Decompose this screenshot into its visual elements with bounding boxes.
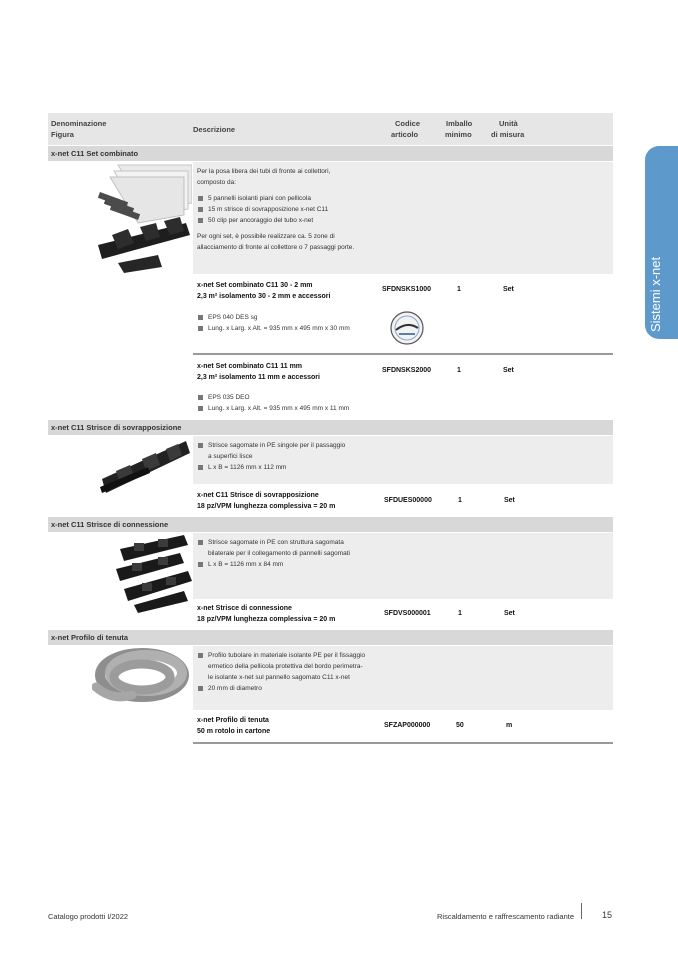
product-name: x-net Profilo di tenuta 50 m rotolo in cartone bbox=[197, 717, 271, 735]
set-combinato-image bbox=[88, 163, 192, 275]
section-side-tab bbox=[645, 146, 678, 339]
product-name: x-net Strisce di connessione 18 pz/VPM lunghezza complessiva = 20 m bbox=[197, 605, 336, 623]
side-tab-label: Sistemi x-net bbox=[648, 256, 663, 332]
footer-divider bbox=[581, 903, 582, 919]
product-qty: 1 bbox=[458, 610, 462, 617]
bullet-item: Lung. x Larg. x Alt. = 935 mm x 495 mm x 30 mm bbox=[197, 323, 397, 334]
header-denominazione: Denominazione bbox=[51, 119, 107, 128]
section-header-strisce-sovrapposizione bbox=[48, 420, 613, 435]
strisce-connessione-image bbox=[114, 535, 194, 613]
section-header-strisce-connessione bbox=[48, 517, 613, 532]
product-specs bbox=[197, 392, 417, 414]
product-code: SFDUES00000 bbox=[384, 497, 432, 504]
product-qty: 1 bbox=[457, 286, 461, 293]
section-bullets: Strisce sagomate in PE con struttura sagomata bilaterale per il collegamento di pannelli sagomati L x B = 1126 mm x 84 mm bbox=[197, 537, 457, 570]
page-number: 15 bbox=[602, 910, 613, 920]
product-code: SFDVS000001 bbox=[384, 610, 431, 617]
product-name: x-net Set combinato C11 30 - 2 mm 2,3 m² isolamento 30 - 2 mm e accessori bbox=[197, 282, 331, 300]
product-qty: 50 bbox=[456, 722, 464, 729]
product-qty: 1 bbox=[458, 497, 462, 504]
footer-chapter: Riscaldamento e raffrescamento radiante bbox=[437, 912, 575, 921]
product-unit: Set bbox=[504, 610, 515, 617]
bullet-item: EPS 040 DES sg bbox=[197, 312, 397, 323]
header-unita: Unità bbox=[499, 119, 518, 128]
product-unit: m bbox=[506, 722, 513, 729]
product-code: SFZAP000000 bbox=[384, 722, 431, 729]
product-specs bbox=[197, 312, 397, 334]
bullet-item: Profilo tubolare in materiale isolante PE per il fissaggio bbox=[197, 650, 457, 661]
bullet-item: L x B = 1126 mm x 112 mm bbox=[197, 462, 457, 473]
bullet-item: 5 pannelli isolanti piani con pellicola bbox=[197, 193, 457, 204]
set-combinato-intro: Per la posa libera dei tubi di fronte ai collettori, composto da: 5 pannelli isolanti piani con pellicola 15 m strisce di sovrapposizione x-net C11 50 clip per ancoraggio del tubo x-net Per ogni set, è possibile realizzare ca. 5 zone di allacciamento di fronte al collettore o 7 passaggi porte. bbox=[197, 166, 457, 253]
product-unit: Set bbox=[503, 367, 514, 374]
divider bbox=[193, 353, 613, 355]
bullet-item: Strisce sagomate in PE singole per il passaggio bbox=[197, 440, 457, 451]
profilo-tenuta-image bbox=[92, 645, 192, 707]
header-di-misura: di misura bbox=[491, 130, 525, 139]
product-code: SFDNSKS1000 bbox=[382, 286, 432, 293]
header-imballo: Imballo bbox=[446, 119, 473, 128]
header-codice: Codice bbox=[395, 119, 421, 128]
footer-catalog: Catalogo prodotti I/2022 bbox=[48, 912, 129, 921]
bullet-item: Lung. x Larg. x Alt. = 935 mm x 495 mm x 11 mm bbox=[197, 403, 417, 414]
table-end-divider bbox=[193, 742, 613, 744]
section-title: x-net C11 Strisce di sovrapposizione bbox=[51, 423, 182, 432]
bullet-item: L x B = 1126 mm x 84 mm bbox=[197, 559, 457, 570]
bullet-item: 20 mm di diametro bbox=[197, 683, 457, 694]
header-figura: Figura bbox=[51, 130, 74, 139]
section-bullets: Strisce sagomate in PE singole per il passaggio a superfici lisce L x B = 1126 mm x 112 mm bbox=[197, 440, 457, 473]
section-title: x-net C11 Strisce di connessione bbox=[51, 520, 169, 529]
bullet-item: EPS 035 DEO bbox=[197, 392, 417, 403]
product-name: x-net C11 Strisce di sovrapposizione 18 pz/VPM lunghezza complessiva = 20 m bbox=[197, 492, 336, 510]
strisce-sovrapposizione-image bbox=[98, 437, 192, 497]
bullet-item: Strisce sagomate in PE con struttura sagomata bbox=[197, 537, 457, 548]
product-code: SFDNSKS2000 bbox=[382, 367, 432, 374]
product-qty: 1 bbox=[457, 367, 461, 374]
section-title: x-net C11 Set combinato bbox=[51, 149, 139, 158]
product-unit: Set bbox=[504, 497, 515, 504]
product-unit: Set bbox=[503, 286, 514, 293]
table-header bbox=[48, 113, 613, 145]
section-header-set-combinato bbox=[48, 146, 613, 161]
header-minimo: minimo bbox=[445, 130, 472, 139]
certification-seal-icon bbox=[390, 311, 424, 345]
section-header-profilo-tenuta bbox=[48, 630, 613, 645]
section-bullets: Profilo tubolare in materiale isolante PE per il fissaggio ermetico della pellicola protettiva del bordo perimetra- le isolante x-net sul pannello sagomato C11 x-net 20 mm di diametro bbox=[197, 650, 457, 694]
bullet-item: 50 clip per ancoraggio del tubo x-net bbox=[197, 215, 457, 226]
product-name: x-net Set combinato C11 11 mm 2,3 m² isolamento 11 mm e accessori bbox=[197, 363, 320, 381]
header-articolo: articolo bbox=[391, 130, 419, 139]
bullet-item: 15 m strisce di sovrapposizione x-net C11 bbox=[197, 204, 457, 215]
header-descrizione: Descrizione bbox=[193, 125, 236, 134]
section-title: x-net Profilo di tenuta bbox=[51, 633, 129, 642]
